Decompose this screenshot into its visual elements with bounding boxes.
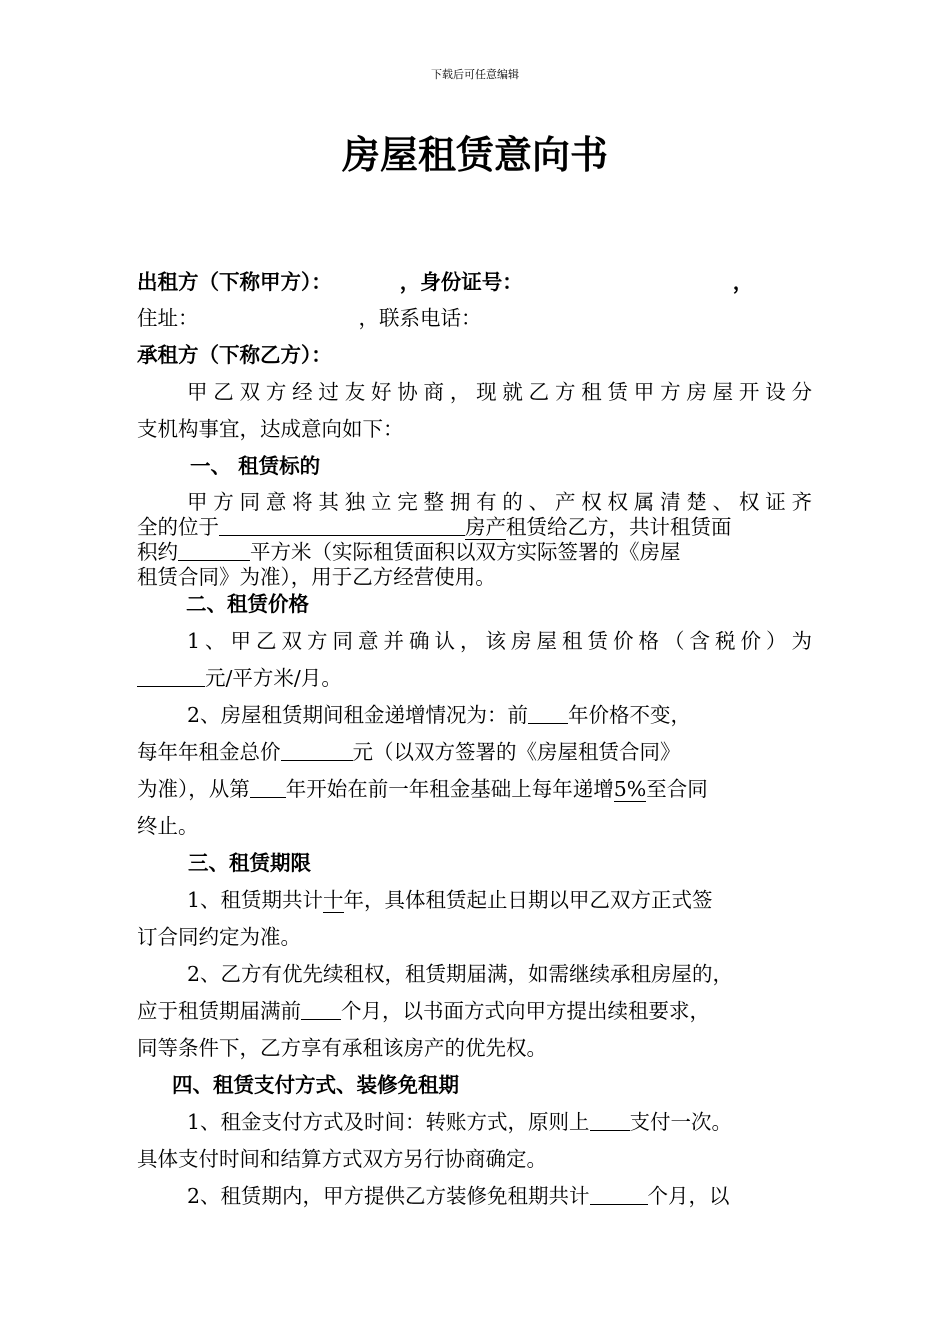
section2-p2-line-4: 终止。 <box>137 814 199 838</box>
price-blank <box>137 666 205 687</box>
intro-line-2: 支机构事宜，达成意向如下： <box>137 417 404 441</box>
location-blank <box>219 515 465 536</box>
area-blank <box>178 540 250 561</box>
section3-heading: 三、租赁期限 <box>188 851 311 875</box>
section3-p1-line-2: 订合同约定为准。 <box>137 925 301 949</box>
section3-p2-line-1: 2、乙方有优先续租权，租赁期届满，如需继续承租房屋的， <box>187 962 734 986</box>
section1-line-2: 全的位于 房产租赁给乙方，共计租赁面 <box>137 515 732 539</box>
section2-p2-line-2: 每年年租金总价 元（以双方签署的《房屋租赁合同》 <box>137 740 681 764</box>
section1-line-1: 甲方同意将其独立完整拥有的、产权权属清楚、权证齐 <box>187 490 812 514</box>
section1-line-3: 积约 平方米（实际租赁面积以双方实际签署的《房屋 <box>137 540 681 564</box>
annual-total-blank <box>281 740 353 761</box>
address-line: 住址： ，联系电话： <box>137 306 482 330</box>
lessee-line: 承租方（下称乙方）： <box>137 343 332 367</box>
section3-p2-line-3: 同等条件下，乙方享有承租该房产的优先权。 <box>137 1036 547 1060</box>
section2-p2-line-1: 2、房屋租赁期间租金递增情况为：前 年价格不变， <box>187 703 692 727</box>
section4-p1-line-2: 具体支付时间和结算方式双方另行协商确定。 <box>137 1147 547 1171</box>
start-year-blank <box>250 777 286 798</box>
intro-line-1: 甲乙双方经过友好协商，现就乙方租赁甲方房屋开设分 <box>187 380 812 404</box>
section2-p2-line-3: 为准），从第 年开始在前一年租金基础上每年递增5%至合同 <box>137 777 708 801</box>
years-fixed-blank <box>528 703 568 724</box>
section2-p1-line-1: 1、甲乙双方同意并确认，该房屋租赁价格（含税价）为 <box>187 629 812 653</box>
section2-heading: 二、租赁价格 <box>186 592 309 616</box>
document-title: 房屋租赁意向书 <box>341 133 608 177</box>
payment-period-blank <box>590 1110 630 1131</box>
section2-p1-line-2: 元/平方米/月。 <box>137 664 817 692</box>
section3-p1-line-1: 1、租赁期共计十年，具体租赁起止日期以甲乙双方正式签 <box>187 888 713 912</box>
rent-free-months-blank <box>590 1184 648 1205</box>
section1-line-4: 租赁合同》为准），用于乙方经营使用。 <box>137 565 496 589</box>
section3-p2-line-2: 应于租赁期届满前 个月，以书面方式向甲方提出续租要求， <box>137 999 710 1023</box>
lessor-line: 出租方（下称甲方）： ，身份证号： ， <box>137 270 754 294</box>
section4-p2-line-1: 2、租赁期内，甲方提供乙方装修免租期共计 个月，以 <box>187 1184 730 1208</box>
renewal-months-blank <box>301 999 341 1020</box>
header-note: 下载后可任意编辑 <box>431 68 519 81</box>
section4-heading: 四、租赁支付方式、装修免租期 <box>172 1073 459 1097</box>
section1-heading: 一、 租赁标的 <box>190 454 321 478</box>
section4-p1-line-1: 1、租金支付方式及时间：转账方式，原则上 支付一次。 <box>187 1110 733 1134</box>
